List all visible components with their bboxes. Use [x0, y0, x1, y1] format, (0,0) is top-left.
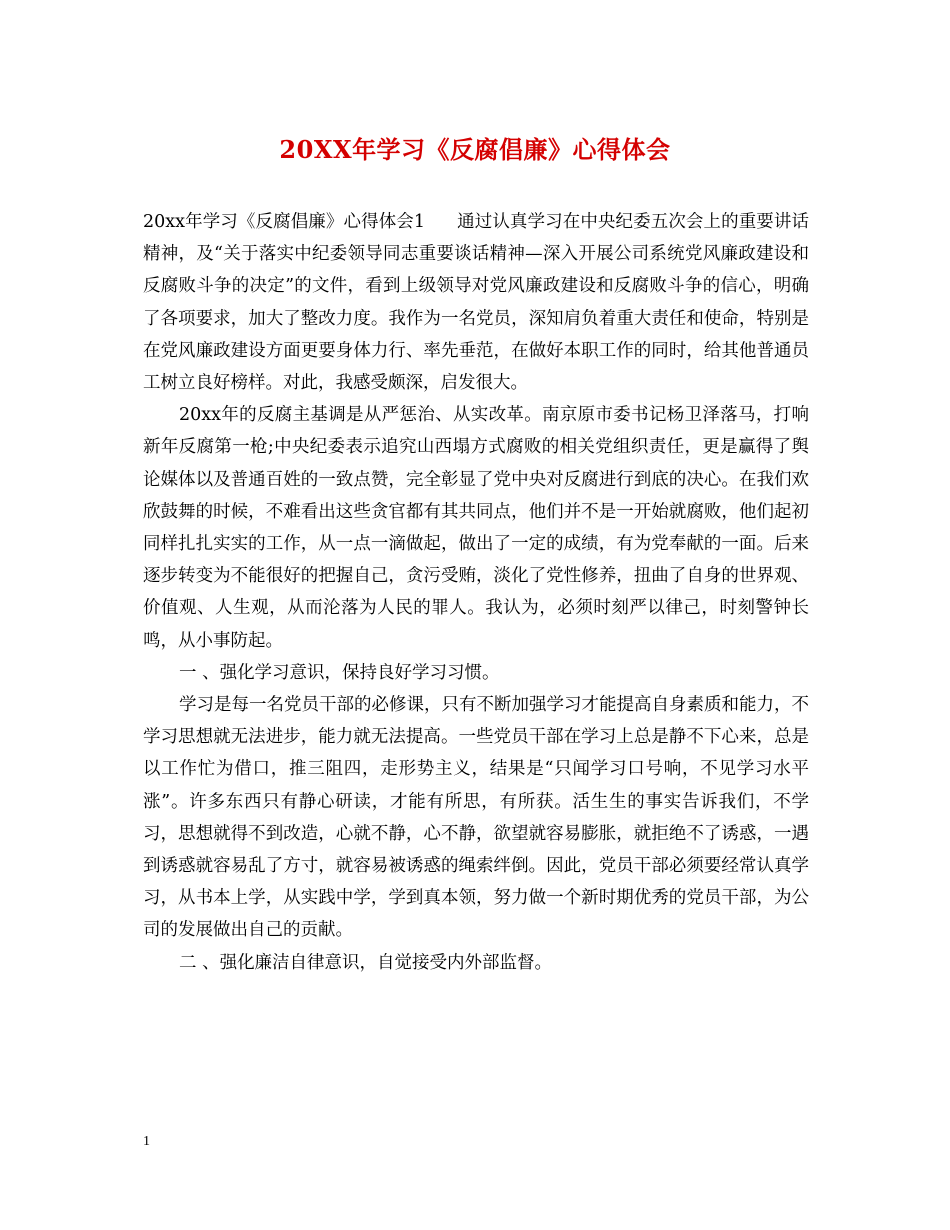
page-number: 1 — [143, 1134, 150, 1149]
paragraph-1-text: 通过认真学习在中央纪委五次会上的重要讲话精神，及“关于落实中纪委领导同志重要谈话精神—深入开展公司系统党风廉政建设和反腐败斗争的决定”的文件，看到上级领导对党风廉政建设和反腐败斗争的信心，明确了各项要求，加大了整改力度。我作为一名党员，深知肩负着重大责任和使命，特别是在党风廉政建设方面更要身体力行、率先垂范，在做好本职工作的同时，给其他普通员工树立良好榜样。对此，我感受颇深，启发很大。 — [143, 212, 810, 394]
paragraph-1 — [143, 206, 809, 399]
paragraph-3: 学习是每一名党员干部的必修课，只有不断加强学习才能提高自身素质和能力，不学习思想就无法进步，能力就无法提高。一些党员干部在学习上总是静不下心来，总是以工作忙为借口，推三阻四，走形势主义，结果是“只闻学习口号响，不见学习水平涨”。许多东西只有静心研读，才能有所思，有所获。活生生的事实告诉我们，不学习，思想就得不到改造，心就不静，心不静，欲望就容易膨胀，就拒绝不了诱惑，一遇到诱惑就容易乱了方寸，就容易被诱惑的绳索绊倒。因此，党员干部必须要经常认真学习，从书本上学，从实践中学，学到真本领，努力做一个新时期优秀的党员干部，为公司的发展做出自己的贡献。 — [143, 695, 809, 941]
document-title: 20XX年学习《反腐倡廉》心得体会 — [279, 135, 671, 164]
document-body — [143, 206, 809, 979]
section-heading-2: 二 、强化廉洁自律意识，自觉接受内外部监督。 — [179, 952, 553, 973]
lead-label: 20xx年学习《反腐倡廉》心得体会1 — [143, 212, 426, 232]
paragraph-2: 20xx年的反腐主基调是从严惩治、从实改革。南京原市委书记杨卫泽落马，打响新年反腐第一枪;中央纪委表示追究山西塌方式腐败的相关党组织责任，更是赢得了舆论媒体以及普通百姓的一致点赞，完全彰显了党中央对反腐进行到底的决心。在我们欢欣鼓舞的时候，不难看出这些贪官都有其共同点，他们并不是一开始就腐败，他们起初同样扎扎实实的工作，从一点一滴做起，做出了一定的成绩，有为党奉献的一面。后来逐步转变为不能很好的把握自己，贪污受贿，淡化了党性修养，扭曲了自身的世界观、价值观、人生观，从而沦落为人民的罪人。我认为，必须时刻严以律己，时刻警钟长鸣，从小事防起。 — [143, 405, 809, 651]
section-heading-1: 一 、强化学习意识，保持良好学习习惯。 — [179, 662, 500, 683]
